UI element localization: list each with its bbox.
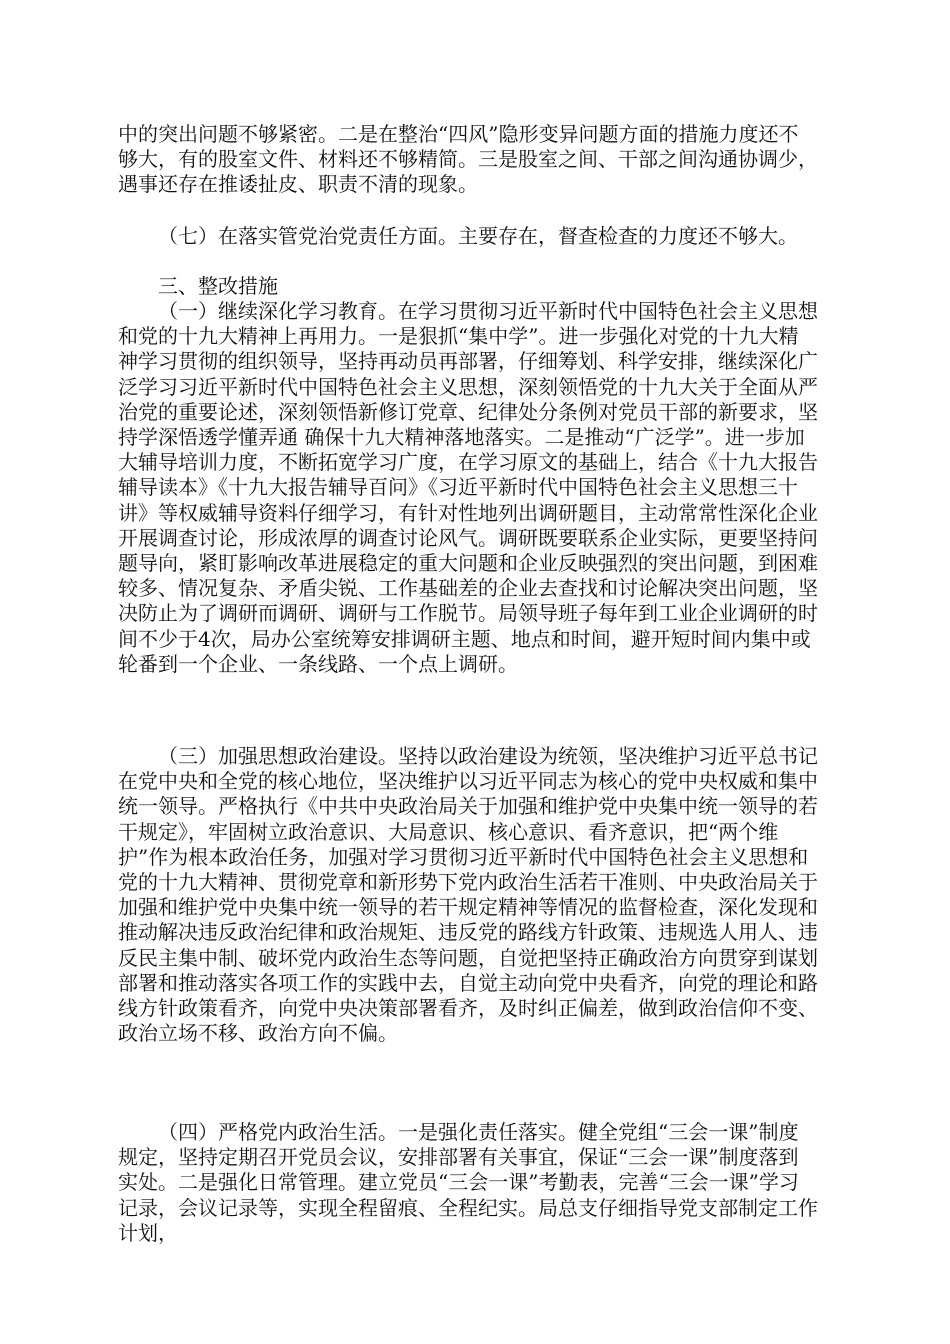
paragraph-measure-4 (118, 1120, 818, 1246)
paragraph-measure-1 (118, 299, 818, 677)
paragraph-item-7 (118, 224, 818, 249)
paragraph-text: （三）加强思想政治建设。坚持以政治建设为统领，坚决维护习近平总书记在党中央和全党的核心地位，坚决维护以习近平同志为核心的党中央权威和集中统一领导。严格执行《中共中央政治局关于加强和维护党中央集中统一领导的若干规定》，牢固树立政治意识、大局意识、核心意识、看齐意识，把“两个维护”作为根本政治任务，加强对学习贯彻习近平新时代中国特色社会主义思想和党的十九大精神、贯彻党章和新形势下党内政治生活若干准则、中央政治局关于加强和维护党中央集中统一领导的若干规定精神等情况的监督检查，深化发现和推动解决违反政治纪律和政治规矩、违反党的路线方针政策、违规选人用人、违反民主集中制、破坏党内政治生态等问题，自觉把坚持正确政治方向贯穿到谋划部署和推动落实各项工作的实践中去，自觉主动向党中央看齐，向党的理论和路线方针政策看齐，向党中央决策部署看齐，及时纠正偏差，做到政治信仰不变、政治立场不移、政治方向不偏。 (118, 744, 818, 1046)
paragraph-text: （一）继续深化学习教育。在学习贯彻习近平新时代中国特色社会主义思想和党的十九大精神上再用力。一是狠抓“集中学”。进一步强化对党的十九大精神学习贯彻的组织领导，坚持再动员再部署，仔细筹划、科学安排，继续深化广泛学习习近平新时代中国特色社会主义思想，深刻领悟党的十九大关于全面从严治党的重要论述，深刻领悟新修订党章、纪律处分条例对党员干部的新要求，坚持学深悟透学懂弄通 确保十九大精神落地落实。二是推动“广泛学”。进一步加大辅导培训力度，不断拓宽学习广度，在学习原文的基础上，结合《十九大报告辅导读本》《十九大报告辅导百问》《习近平新时代中国特色社会主义思想三十讲》等权威辅导资料仔细学习，有针对性地列出调研题目，主动常常性深化企业开展调查讨论，形成浓厚的调查讨论风气。调研既要联系企业实际，更要坚持问题导向，紧盯影响改革进展稳定的重大问题和企业反映强烈的突出问题，到困难较多、情况复杂、矛盾尖锐、工作基础差的企业去查找和讨论解决突出问题，坚决防止为了调研而调研、调研与工作脱节。局领导班子每年到工业企业调研的时间不少于4次，局办公室统筹安排调研主题、地点和时间，避开短时间内集中或轮番到一个企业、一条线路、一个点上调研。 (118, 299, 818, 676)
paragraph-text: （七）在落实管党治党责任方面。主要存在，督查检查的力度还不够大。 (158, 224, 798, 248)
paragraph-intro-continued (118, 122, 818, 198)
paragraph-text: （四）严格党内政治生活。一是强化责任落实。健全党组“三会一课”制度规定，坚持定期召开党员会议，安排部署有关事宜，保证“三会一课”制度落到实处。二是强化日常管理。建立党员“三会一课”考勤表，完善“三会一课”学习记录，会议记录等，实现全程留痕、全程纪实。局总支仔细指导党支部制定工作计划， (118, 1120, 818, 1245)
paragraph-measure-3 (118, 744, 818, 1046)
paragraph-text: 中的突出问题不够紧密。二是在整治“四风”隐形变异问题方面的措施力度还不够大，有的股室文件、材料还不够精简。三是股室之间、干部之间沟通协调少，遇事还存在推诿扯皮、职责不清的现象。 (118, 122, 818, 197)
section-heading-rectification (118, 274, 818, 299)
section-heading-text: 三、整改措施 (158, 274, 278, 298)
